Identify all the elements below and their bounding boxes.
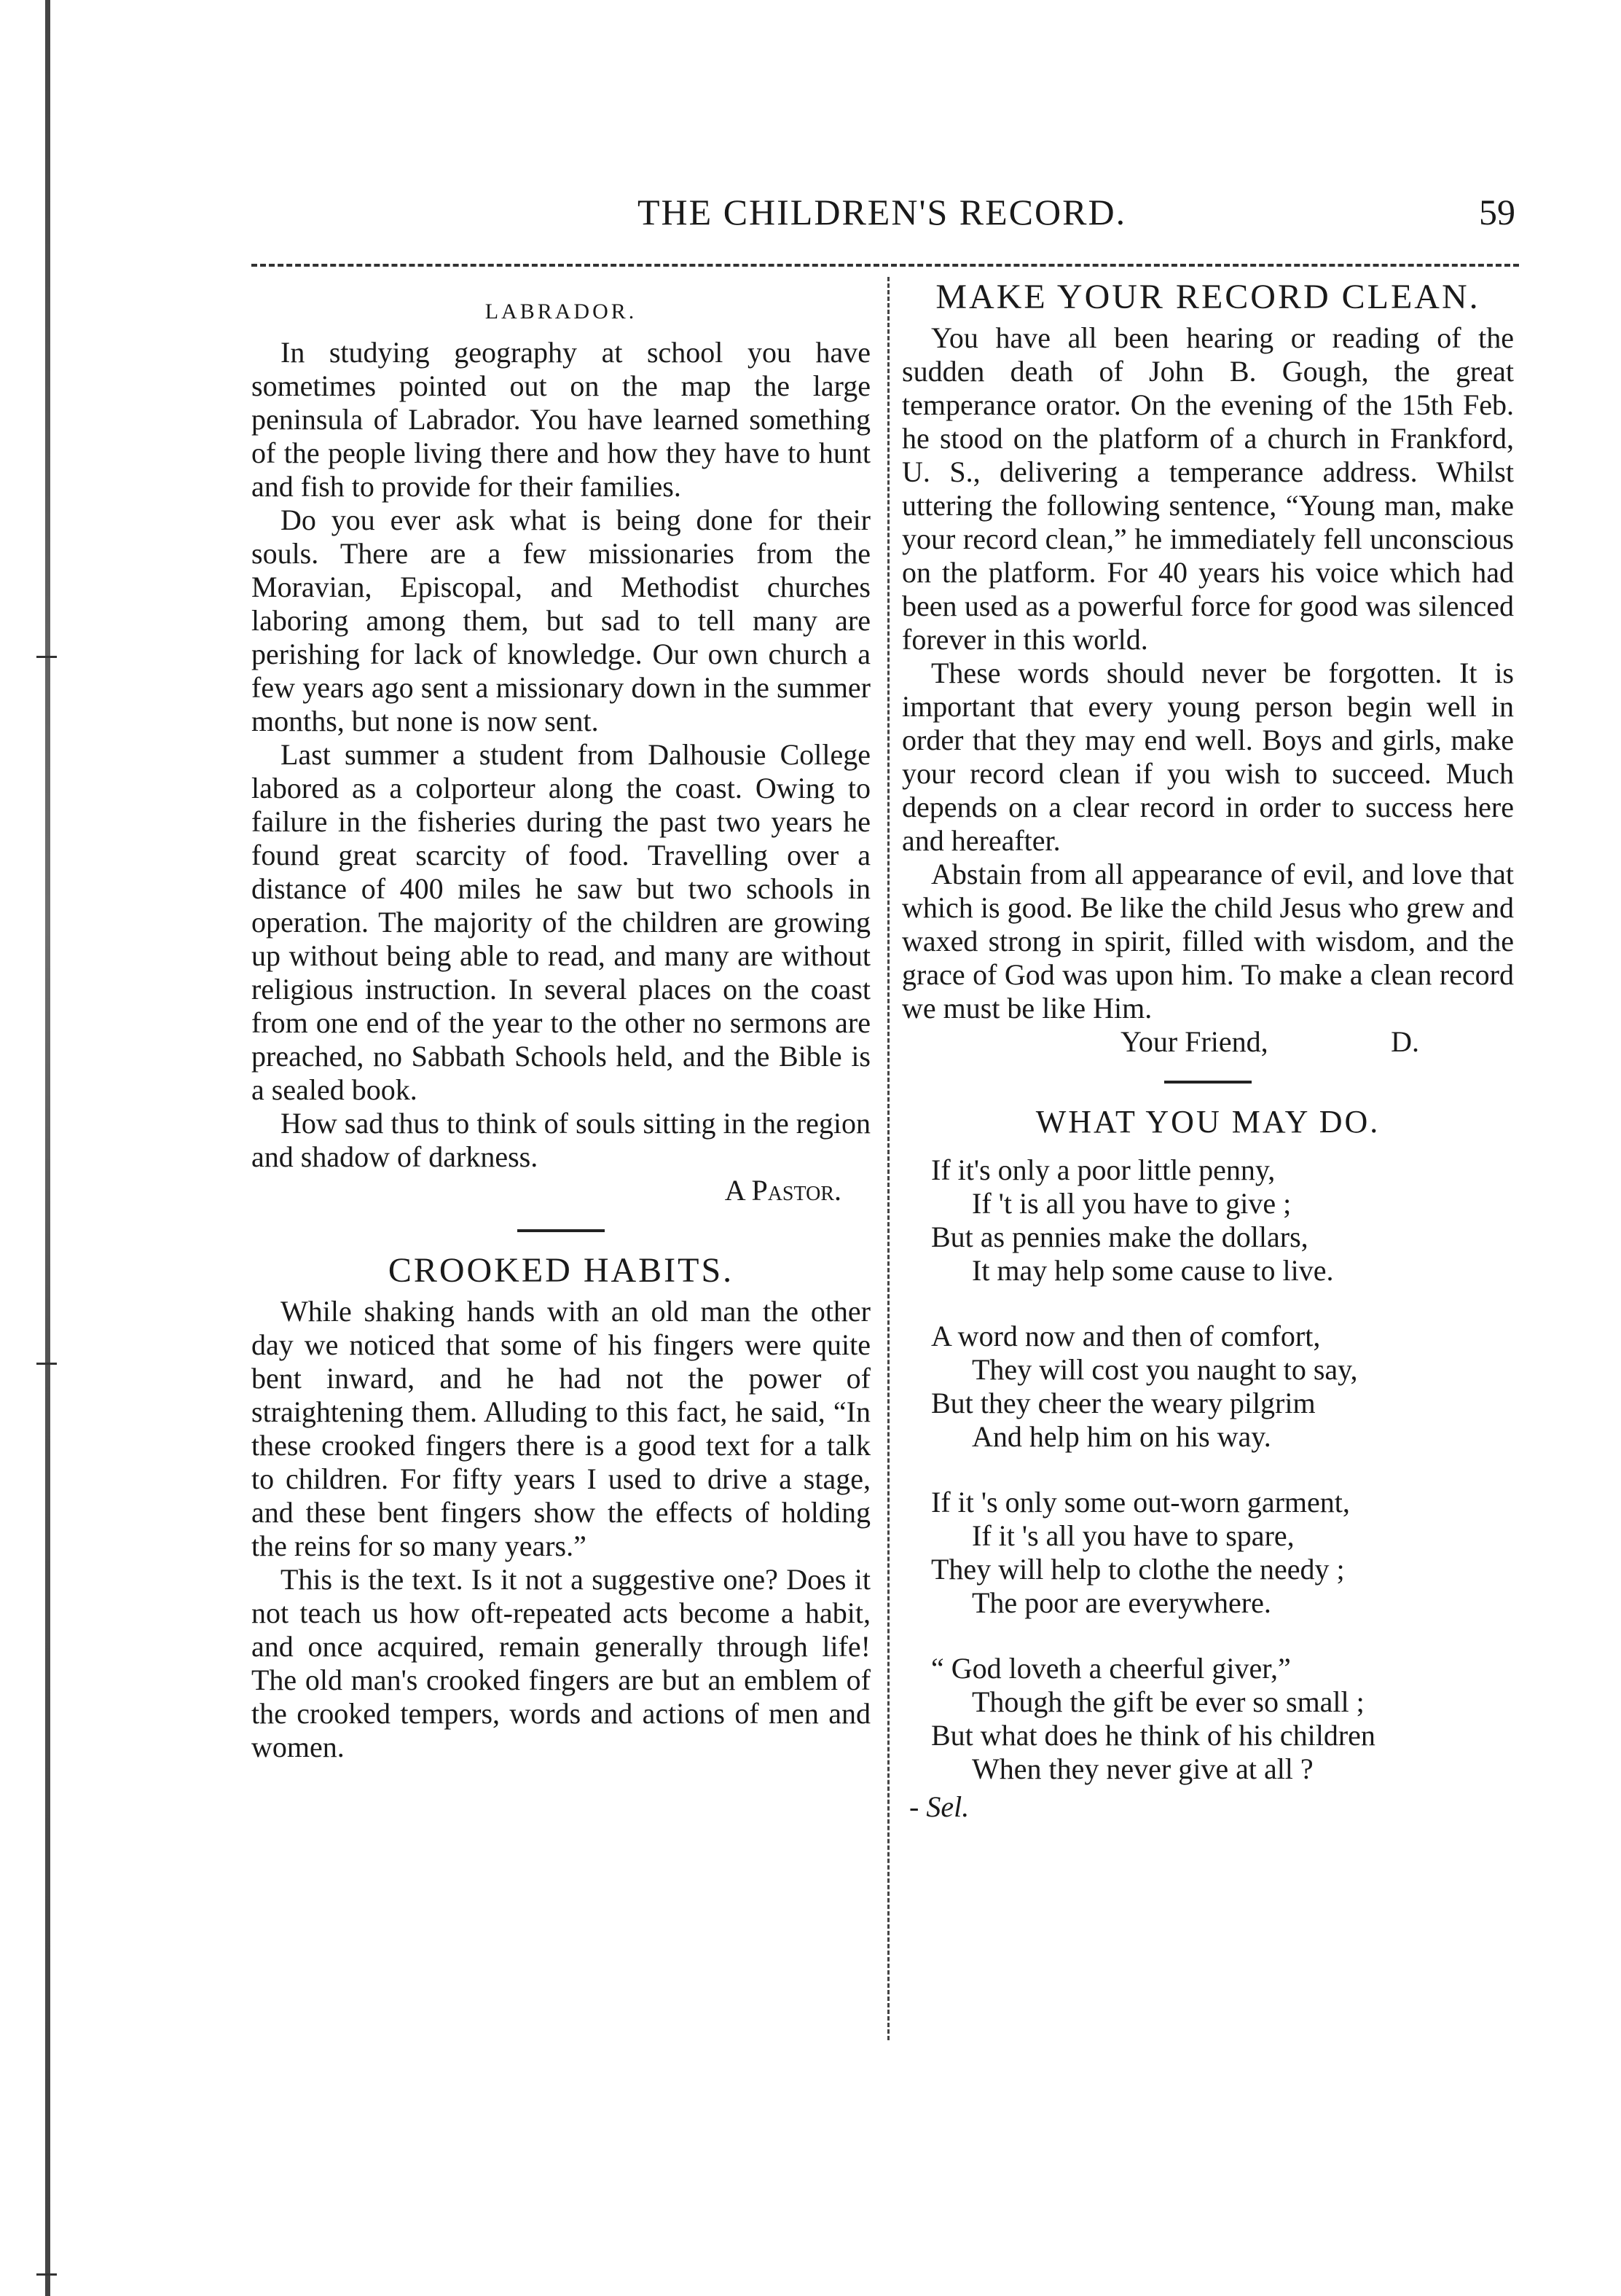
poem-line: But what does he think of his children (931, 1719, 1375, 1752)
spine-mark (36, 1363, 57, 1365)
header-divider (251, 264, 1519, 267)
poem-line: They will cost you naught to say, (972, 1353, 1358, 1386)
poem-stanza (931, 1153, 1514, 1288)
section-rule (517, 1229, 605, 1232)
poem-line: It may help some cause to live. (972, 1254, 1334, 1287)
labrador-paragraph: How sad thus to think of souls sitting in the region and shadow of darkness. (251, 1107, 871, 1173)
crooked-habits-paragraph: While shaking hands with an old man the other day we noticed that some of his fingers were quite bent inward, and he had not the power of straightening them. Alluding to this fact, he said, “In these crooked fingers there is a good text for a talk to children. For fifty years I used to drive a stage, and these bent fingers show the effects of holding the reins for so many years.” (251, 1295, 871, 1562)
poem-line: If it 's only some out-worn garment, (931, 1486, 1350, 1519)
poem-stanza (931, 1486, 1514, 1620)
poem-line: But they cheer the weary pilgrim (931, 1387, 1316, 1419)
spine-mark (36, 656, 57, 658)
running-title: THE CHILDREN'S RECORD. (637, 192, 1127, 232)
poem-line: If it's only a poor little penny, (931, 1153, 1276, 1186)
right-column (902, 278, 1514, 1824)
record-signoff: Your Friend, (1120, 1025, 1268, 1058)
labrador-heading: LABRADOR. (484, 299, 637, 324)
poem-line: They will help to clothe the needy ; (931, 1553, 1345, 1586)
labrador-paragraph: Last summer a student from Dalhousie College labored as a colporteur along the coast. Owing to failure in the fisheries during the past two years he found great scarcity of food. Travelling over a distance of 400 miles he saw but two schools in operation. The majority of the children are growing up without being able to read, and many are without religious instruction. In several places on the coast from one end of the year to the other no sermons are preached, no Sabbath Schools held, and the Bible is a sealed book. (251, 738, 871, 1106)
spine-mark (36, 2273, 57, 2276)
labrador-paragraph: In studying geography at school you have sometimes pointed out on the map the large peninsula of Labrador. You have learned something of the people living there and how they have to hunt and fish to provide for their families. (251, 336, 871, 503)
poem-credit: - Sel. (909, 1790, 970, 1823)
poem-line: And help him on his way. (972, 1420, 1271, 1453)
labrador-signature: A Pastor. (724, 1174, 841, 1207)
poem-line: The poor are everywhere. (972, 1586, 1271, 1619)
poem-heading: WHAT YOU MAY DO. (1035, 1104, 1381, 1140)
poem-line: Though the gift be ever so small ; (972, 1685, 1365, 1718)
poem-line: “ God loveth a cheerful giver,” (931, 1652, 1291, 1685)
poem-line: If it 's all you have to spare, (972, 1519, 1295, 1552)
poem (902, 1153, 1514, 1824)
section-rule (1164, 1081, 1252, 1084)
poem-line: If 't is all you have to give ; (972, 1187, 1292, 1220)
labrador-paragraph: Do you ever ask what is being done for their souls. There are a few missionaries from the Moravian, Episcopal, and Methodist churches laboring among them, but sad to tell many are perishing for lack of knowledge. Our own church a few years ago sent a missionary down in the summer months, but none is now sent. (251, 504, 871, 737)
poem-line: A word now and then of comfort, (931, 1320, 1321, 1352)
make-record-clean-heading: MAKE YOUR RECORD CLEAN. (935, 278, 1480, 316)
page-header (248, 191, 1559, 242)
record-initial: D. (1391, 1025, 1419, 1058)
column-divider (887, 277, 890, 2040)
record-paragraph: These words should never be forgotten. It is important that every young person begin well in order that they may end well. Boys and girls, make your record clean if you wish to succeed. Much depends on a clear record in order to success here and hereafter. (902, 657, 1514, 857)
poem-line: When they never give at all ? (972, 1752, 1314, 1785)
book-spine-edge (45, 0, 50, 2296)
poem-stanza (931, 1320, 1514, 1454)
crooked-habits-paragraph: This is the text. Is it not a suggestive one? Does it not teach us how oft-repeated acts become a habit, and once acquired, remain generally through life! The old man's crooked fingers are but an emblem of the crooked tempers, words and actions of men and women. (251, 1563, 871, 1763)
left-column (251, 281, 871, 1764)
page-number: 59 (1479, 192, 1515, 232)
poem-line: But as pennies make the dollars, (931, 1221, 1308, 1253)
record-paragraph: You have all been hearing or reading of the sudden death of John B. Gough, the great temperance orator. On the evening of the 15th Feb. he stood on the platform of a church in Frankford, U. S., delivering a temperance address. Whilst uttering the following sentence, “Young man, make your record clean,” he immediately fell unconscious on the platform. For 40 years his voice which had been used as a powerful force for good was silenced forever in this world. (902, 321, 1514, 656)
record-signature (902, 1025, 1514, 1059)
record-paragraph: Abstain from all appearance of evil, and love that which is good. Be like the child Jesus who grew and waxed strong in spirit, filled with wisdom, and the grace of God was upon him. To make a clean record we must be like Him. (902, 858, 1514, 1024)
crooked-habits-heading: CROOKED HABITS. (388, 1251, 734, 1290)
poem-stanza (931, 1652, 1514, 1786)
